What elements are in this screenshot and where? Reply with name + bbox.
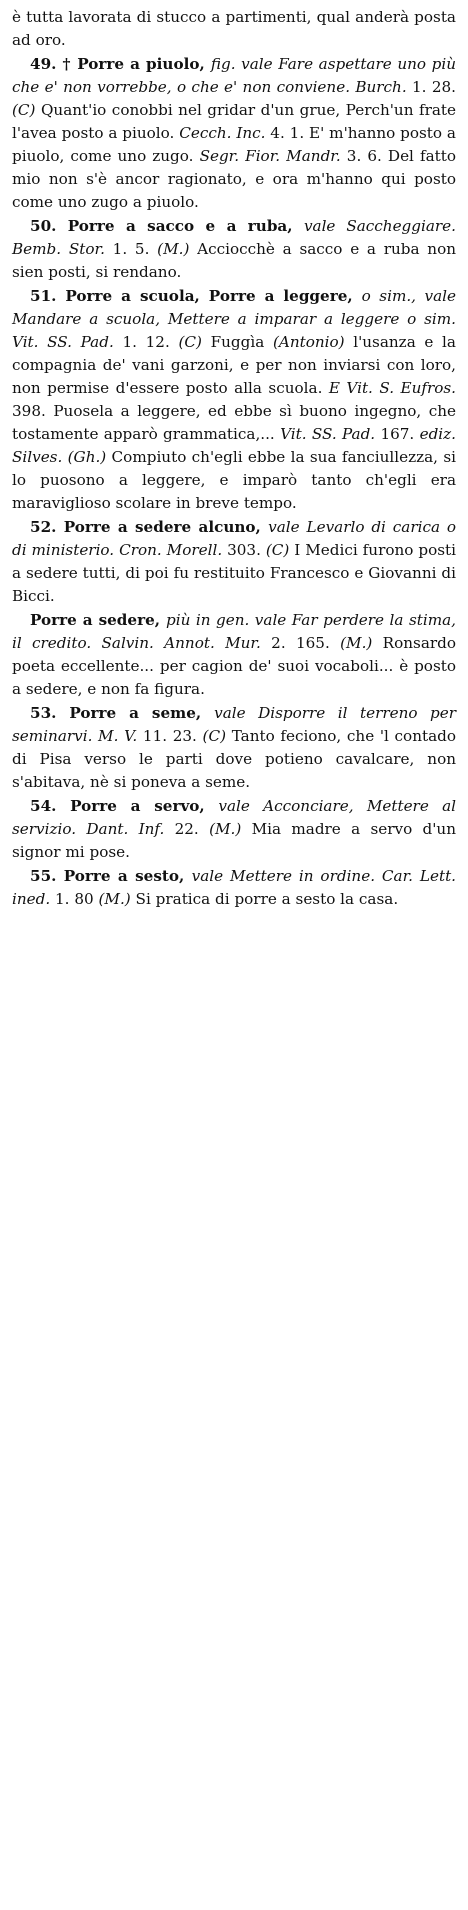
entry-text: Mia madre a servo d'un signor mi pose. [12, 820, 456, 861]
entry-text: 4. 1. E' m'hanno posto a piuolo, come uno zugo. [12, 124, 456, 165]
entry-text: 1. 28. [406, 78, 456, 96]
entry-italic-text: vale Levarlo di carica o di ministerio. Cron. Morell. [12, 518, 456, 559]
entry-text: Quant'io conobbi nel gridar d'un grue, Perch'un frate l'avea posto a piuolo. [12, 101, 456, 142]
entry-text: I Medici furono posti a sedere tutti, di poi fu restituito Francesco e Giovanni di Bicci. [12, 541, 456, 605]
dictionary-entry [12, 702, 456, 794]
entry-text: 398. Puosela a leggere, ed ebbe sì buono ingegno, che tostamente apparò grammatica,... [12, 402, 456, 443]
dictionary-entry [12, 285, 456, 515]
entry-text: Acciocchè a sacco e a ruba non sien posti, si rendano. [12, 240, 457, 281]
entry-text: 3. 6. Del fatto mio non s'è ancor ragionato, e ora m'hanno qui posto come uno zugo a piuolo. [12, 147, 457, 211]
entry-italic-text: E Vit. S. Eufros. [328, 379, 457, 397]
entry-italic-text: vale Saccheggiare. Bemb. Stor. [12, 217, 456, 258]
entry-headword: 51. Porre a scuola, Porre a leggere, [30, 287, 362, 305]
entry-italic-text: Segr. Fior. Mandr. [199, 147, 341, 165]
entry-text: 2. 165. [260, 634, 341, 652]
entry-text: 11. 23. [137, 727, 203, 745]
entry-text: 303. [222, 541, 266, 559]
entry-text: Fuggìa [201, 333, 273, 351]
entry-text: 1. 5. [104, 240, 158, 258]
entry-italic-text: Cecch. Inc. [179, 124, 266, 142]
entry-text: Compiuto ch'egli ebbe la sua fanciullezza, si lo puosono a leggere, e imparò tanto ch'egli era maraviglioso scolare in breve tempo. [12, 448, 456, 512]
dictionary-entry [12, 53, 456, 214]
entry-text: Tanto feciono, che 'l contado di Pisa verso le parti dove potieno cavalcare, non s'abitava, nè si poneva a seme. [12, 727, 456, 791]
entry-italic-text: (C) [178, 333, 202, 351]
entry-italic-text: vale Disporre il terreno per seminarvi. M. V. [12, 704, 456, 745]
entry-text: 22. [164, 820, 210, 838]
entry-headword: 50. Porre a sacco e a ruba, [30, 217, 304, 235]
entry-italic-text: (M.) [157, 240, 190, 258]
entry-text: Ronsardo poeta eccellente... per cagion de' suoi vocaboli... è posto a sedere, e non fa figura. [12, 634, 456, 698]
entry-headword: Porre a sedere, [30, 611, 166, 629]
entry-italic-text: Vit. SS. Pad. [280, 425, 376, 443]
entry-italic-text: fig. vale Fare aspettare uno più che e' non vorrebbe, o che e' non conviene. Burch. [12, 55, 457, 96]
entry-headword: 52. Porre a sedere alcuno, [30, 518, 269, 536]
entry-italic-text: (M.) [98, 890, 131, 908]
entry-text: 167. [375, 425, 420, 443]
entry-headword: 55. Porre a sesto, [30, 867, 192, 885]
entry-headword: 54. Porre a servo, [30, 797, 219, 815]
entry-italic-text: o sim., vale Mandare a scuola, Mettere a imparar a leggere o sim. Vit. SS. Pad. [12, 287, 456, 351]
entry-headword: 53. Porre a seme, [30, 704, 215, 722]
entry-italic-text: ediz. Silves. (Gh.) [12, 425, 456, 466]
entry-italic-text: vale Mettere in ordine. Car. Lett. ined. [12, 867, 456, 908]
dictionary-entry [12, 516, 456, 608]
entry-italic-text: (C) [265, 541, 290, 559]
entry-italic-text: (C) [202, 727, 227, 745]
entry-headword: 49. † Porre a piuolo, [30, 55, 211, 73]
entry-text: 1. 80 [50, 890, 99, 908]
entry-italic-text: (M.) [340, 634, 373, 652]
dictionary-entry [12, 215, 456, 284]
entry-italic-text: vale Acconciare, Mettere al servizio. Dant. Inf. [12, 797, 456, 838]
entry-italic-text: (C) [12, 101, 36, 119]
dictionary-page [0, 0, 468, 918]
entry-italic-text: (Antonio) [272, 333, 345, 351]
entry-text: l'usanza e la compagnia de' vani garzoni, e per non inviarsi con loro, non permise d'essere posto alla scuola. [12, 333, 456, 397]
dictionary-entry [12, 609, 456, 701]
dictionary-entry [12, 865, 456, 911]
entry-text: Si pratica di porre a sesto la casa. [130, 890, 399, 908]
dictionary-entry [12, 6, 456, 52]
dictionary-entry [12, 795, 456, 864]
entry-italic-text: più in gen. vale Far perdere la stima, il credito. Salvin. Annot. Mur. [12, 611, 456, 652]
entry-text: è tutta lavorata di stucco a partimenti, qual anderà posta ad oro. [12, 8, 456, 49]
entry-text: 1. 12. [113, 333, 179, 351]
entry-italic-text: (M.) [209, 820, 242, 838]
